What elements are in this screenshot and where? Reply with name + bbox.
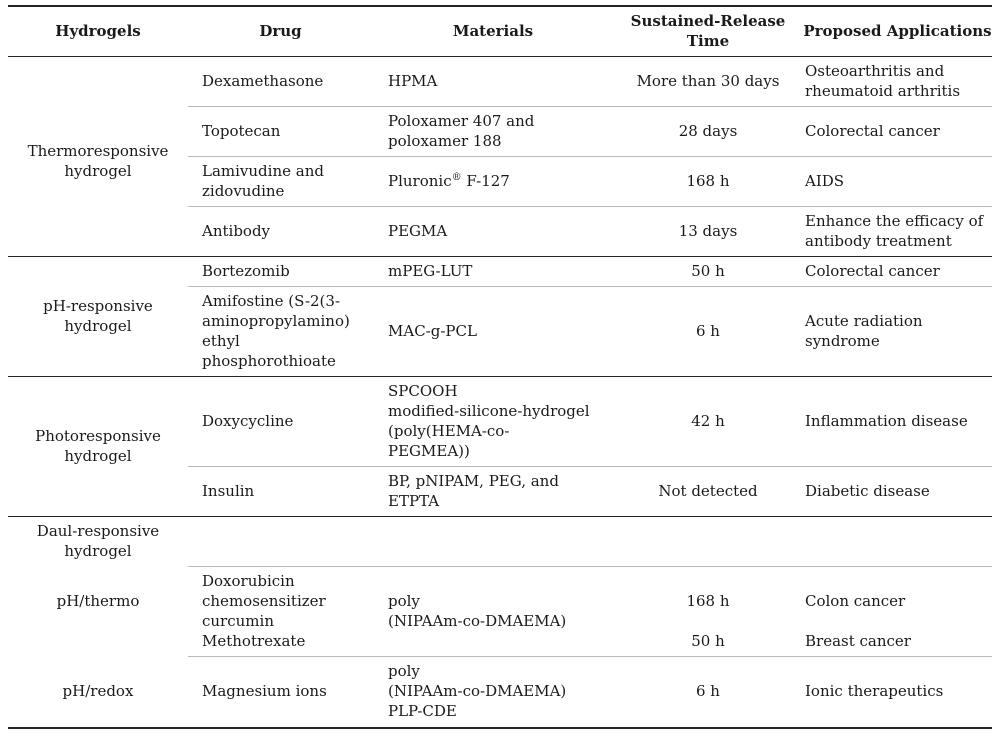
- material-cell: Pluronic® F-127: [388, 172, 510, 190]
- group-dual-responsive: Daul-responsive hydrogel: [36, 522, 160, 560]
- drug-cell: Insulin: [202, 482, 255, 500]
- material-cell: MAC-g-PCL: [388, 322, 477, 340]
- header-applications: Proposed Applications: [803, 22, 992, 40]
- row-divider: [188, 286, 992, 287]
- material-cell: PEGMA: [388, 222, 448, 240]
- time-cell: 6 h: [696, 682, 720, 700]
- time-cell: 50 h: [691, 632, 725, 650]
- row-divider: [188, 466, 992, 467]
- group-ph-responsive: pH-responsive hydrogel: [43, 297, 153, 335]
- application-cell: Osteoarthritis and rheumatoid arthritis: [805, 62, 961, 100]
- group-ph-redox: pH/redox: [62, 682, 134, 700]
- row-divider: [188, 106, 992, 107]
- application-cell: Breast cancer: [805, 632, 911, 650]
- header-materials: Materials: [452, 22, 534, 40]
- drug-cell: Doxycycline: [202, 412, 294, 430]
- group-rule: [8, 376, 992, 377]
- application-cell: Colorectal cancer: [805, 262, 940, 280]
- header-release-time: Sustained-Release Time: [630, 12, 786, 50]
- time-cell: 168 h: [686, 592, 730, 610]
- time-cell: 42 h: [691, 412, 725, 430]
- time-cell: More than 30 days: [636, 72, 780, 90]
- header-drug: Drug: [259, 22, 302, 40]
- time-cell: 50 h: [691, 262, 725, 280]
- application-cell: Acute radiation syndrome: [805, 312, 923, 350]
- group-rule: [8, 516, 992, 517]
- top-rule: [8, 5, 992, 7]
- application-cell: Colon cancer: [805, 592, 906, 610]
- row-divider: [188, 656, 992, 657]
- time-cell: 28 days: [678, 122, 738, 140]
- row-divider: [188, 156, 992, 157]
- row-divider: [188, 206, 992, 207]
- drug-cell: Antibody: [202, 222, 271, 240]
- material-cell: HPMA: [388, 72, 438, 90]
- material-cell: poly (NIPAAm-co-DMAEMA) PLP-CDE: [388, 662, 567, 720]
- header-rule: [8, 56, 992, 57]
- material-cell: SPCOOH modified-silicone-hydrogel (poly(HEMA-co- PEGMEA)): [388, 382, 590, 460]
- time-cell: 6 h: [696, 322, 720, 340]
- drug-cell: Magnesium ions: [202, 682, 327, 700]
- material-cell: poly (NIPAAm-co-DMAEMA): [388, 592, 567, 630]
- drug-cell: Dexamethasone: [202, 72, 324, 90]
- group-ph-thermo: pH/thermo: [56, 592, 140, 610]
- group-photoresponsive: Photoresponsive hydrogel: [35, 427, 161, 465]
- drug-cell: Lamivudine and zidovudine: [202, 162, 324, 200]
- header-hydrogels: Hydrogels: [55, 22, 141, 40]
- time-cell: 168 h: [686, 172, 730, 190]
- application-cell: Inflammation disease: [805, 412, 968, 430]
- drug-cell: Amifostine (S-2(3- aminopropylamino) ethyl phosphorothioate: [202, 292, 350, 370]
- time-cell: Not detected: [658, 482, 758, 500]
- drug-cell: Topotecan: [202, 122, 281, 140]
- application-cell: Diabetic disease: [805, 482, 930, 500]
- drug-cell: Bortezomib: [202, 262, 290, 280]
- registered-mark: ®: [451, 172, 462, 183]
- group-thermoresponsive: Thermoresponsive hydrogel: [27, 142, 169, 180]
- row-divider: [188, 566, 992, 567]
- time-cell: 13 days: [678, 222, 738, 240]
- bottom-rule: [8, 727, 992, 729]
- material-cell: Poloxamer 407 and poloxamer 188: [388, 112, 535, 150]
- application-cell: AIDS: [805, 172, 845, 190]
- material-cell: mPEG-LUT: [388, 262, 473, 280]
- application-cell: Colorectal cancer: [805, 122, 940, 140]
- material-cell: BP, pNIPAM, PEG, and ETPTA: [388, 472, 559, 510]
- application-cell: Enhance the efficacy of antibody treatment: [805, 212, 984, 250]
- group-rule: [8, 256, 992, 257]
- drug-cell: Doxorubicin chemosensitizer curcumin Methotrexate: [202, 572, 326, 650]
- application-cell: Ionic therapeutics: [805, 682, 944, 700]
